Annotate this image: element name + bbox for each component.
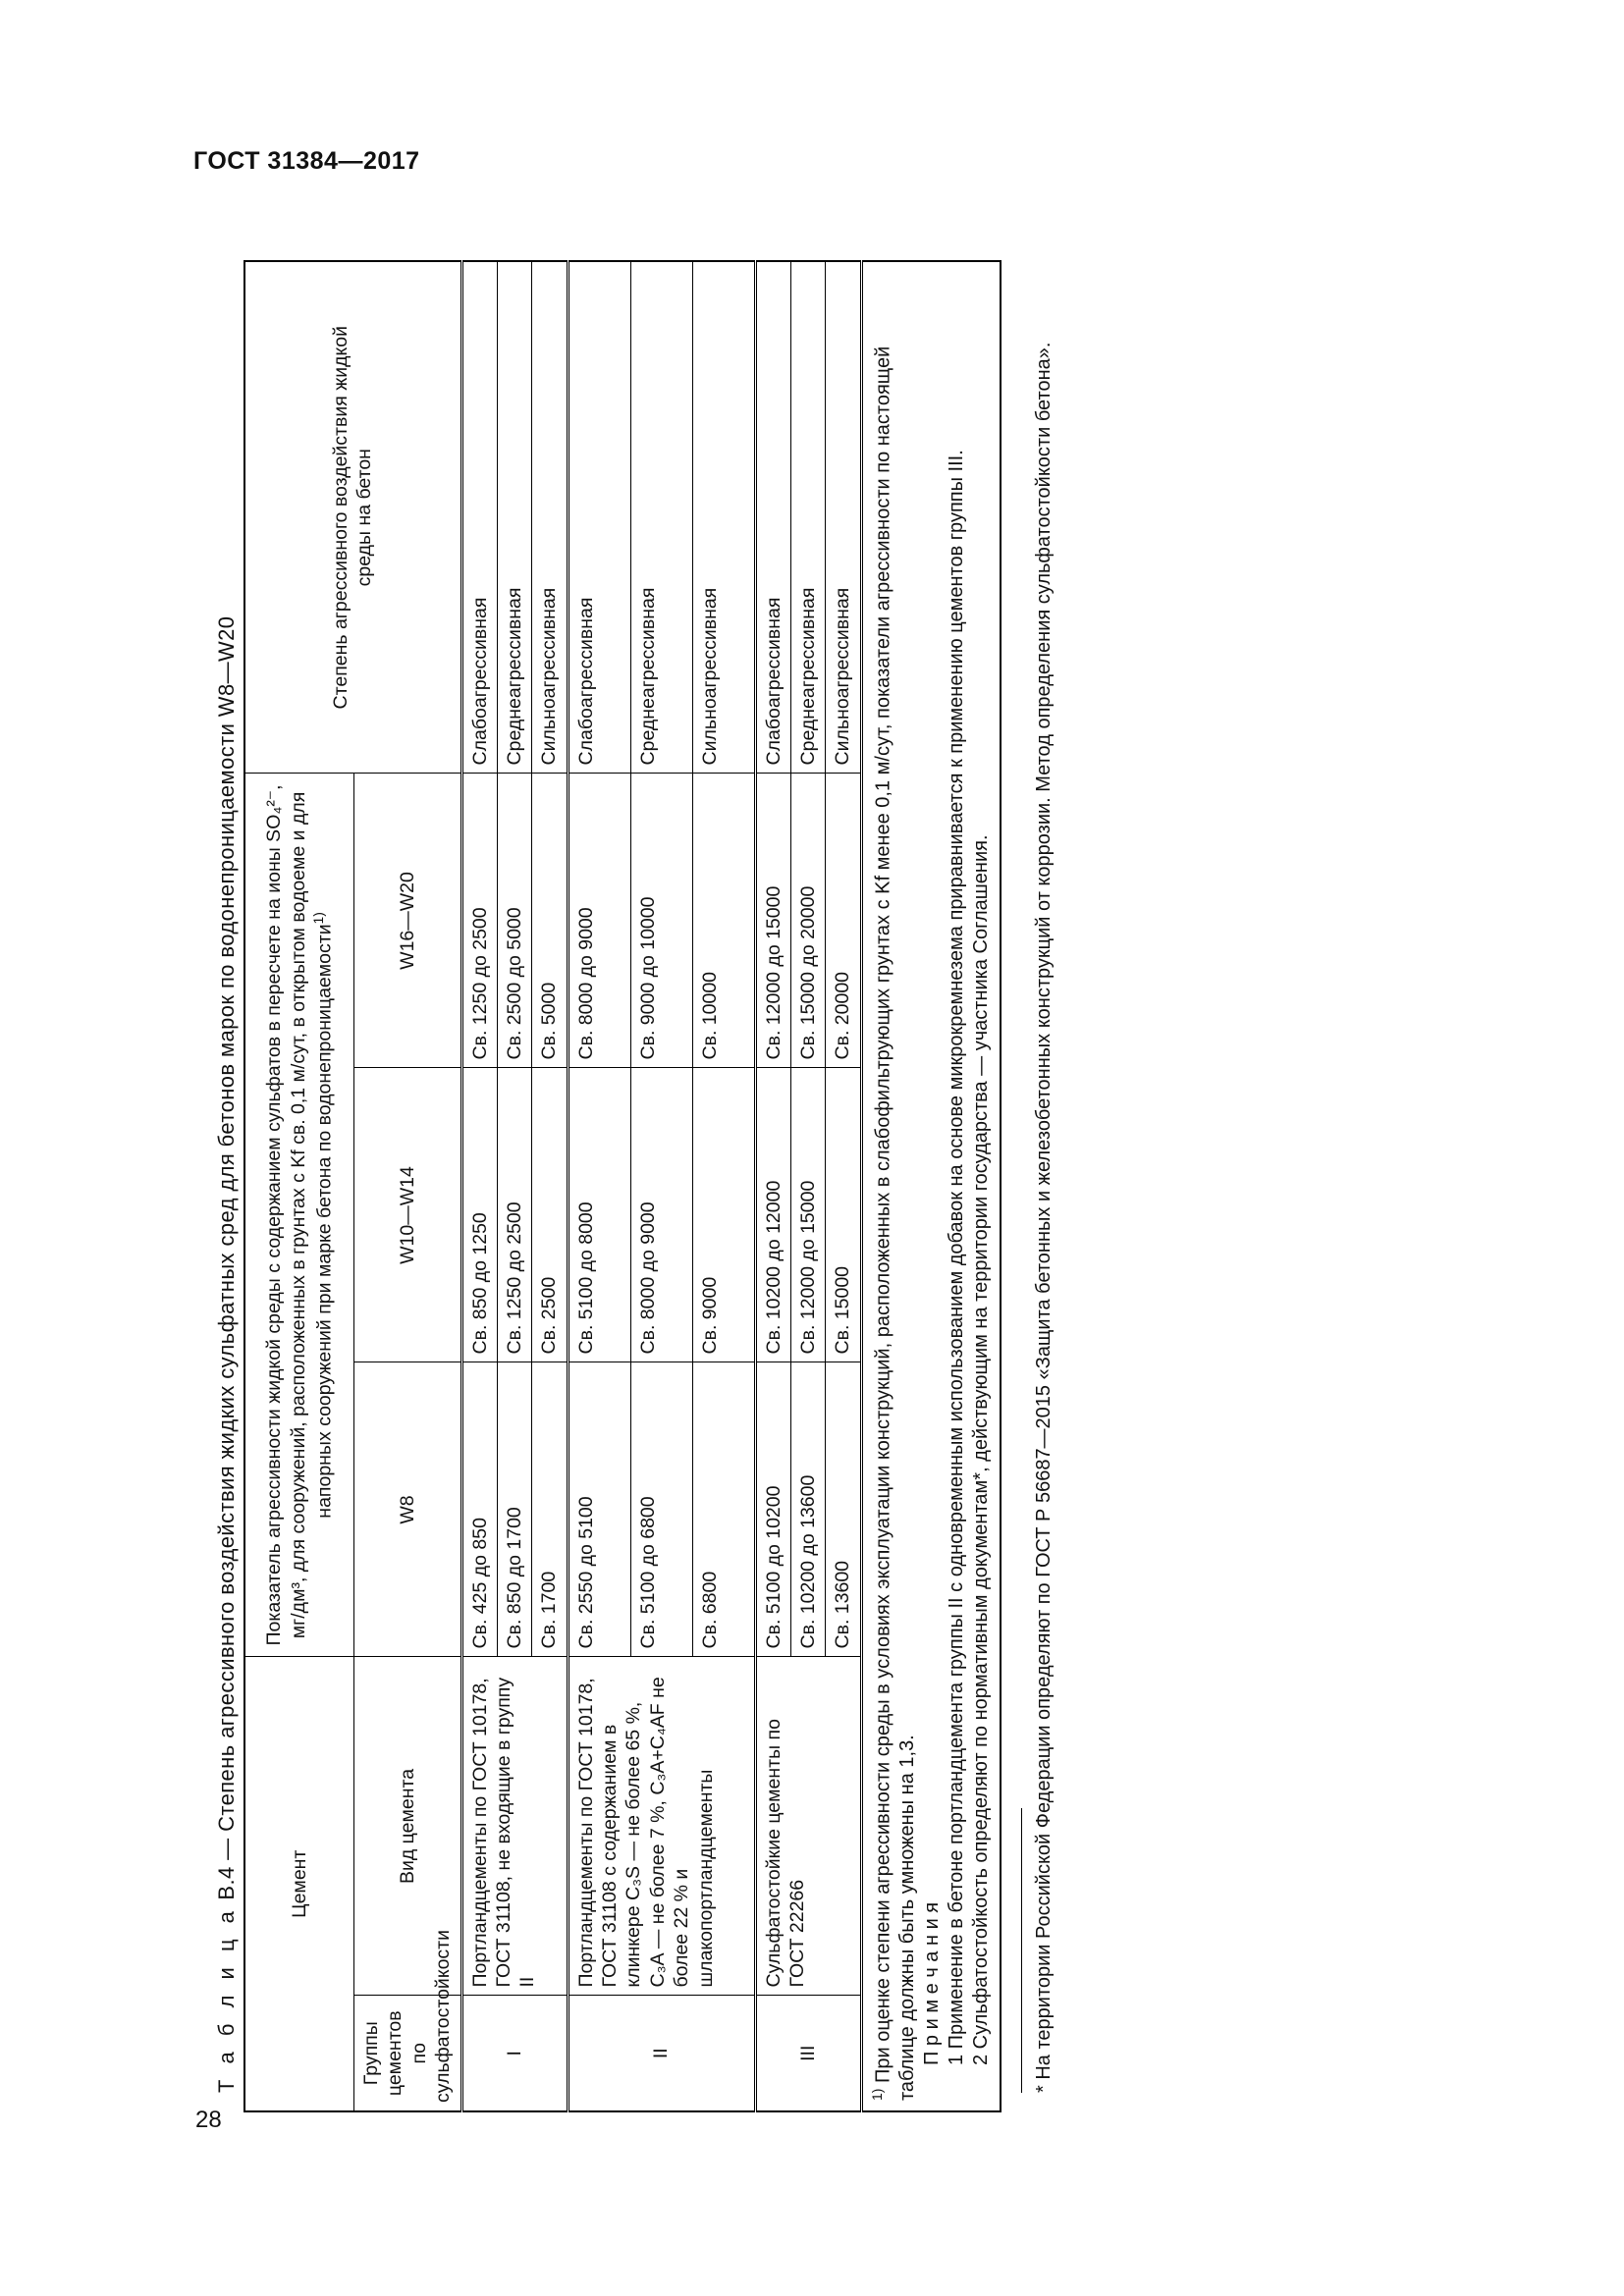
kind-cell: Портландцементы по ГОСТ 10178, ГОСТ 31108, не входящие в группу II <box>461 1657 568 1996</box>
table-footnote-1 <box>869 272 921 2101</box>
value-cell: Св. 5100 до 6800 <box>630 1362 692 1657</box>
degree-cell: Слабоагрессивная <box>461 261 497 774</box>
degree-cell: Среднеагрессивная <box>630 261 692 774</box>
degree-cell: Слабоагрессивная <box>755 261 790 774</box>
page-footnote: * На территории Российской Федерации определяют по ГОСТ Р 56687—2015 «Защита бетонных и железобетонных конструкций от коррозии. Метод определения сульфатостойкости бетона». <box>1033 342 1055 2093</box>
group-cell: I <box>461 1996 568 2111</box>
footnote-divider <box>1021 1808 1022 2093</box>
value-cell: Св. 5000 <box>532 774 568 1068</box>
table-row <box>568 261 630 2111</box>
group-cell: II <box>568 1996 755 2111</box>
kind-cell: Портландцементы по ГОСТ 10178, ГОСТ 31108 с содержанием в клинкере C₃S — не более 65 %, C₃A — не более 7 %, C₃A+C₄AF не более 22 % и шлакопортландцементы <box>568 1657 755 1996</box>
value-cell: Св. 2500 до 5000 <box>497 774 531 1068</box>
value-cell: Св. 2550 до 5100 <box>568 1362 630 1657</box>
value-cell: Св. 10200 до 13600 <box>791 1362 826 1657</box>
notes-cell <box>861 261 1001 2111</box>
value-cell: Св. 5100 до 10200 <box>755 1362 790 1657</box>
notes-row <box>861 261 1001 2111</box>
note-1: 1 Применение в бетоне портландцемента группы II с одновременным использованием добавок на основе микрокремнезема приравнивается к применению цементов группы III. <box>946 450 968 2065</box>
header-w10: W10—W14 <box>354 1068 462 1362</box>
value-cell: Св. 6800 <box>692 1362 755 1657</box>
header-w16: W16—W20 <box>354 774 462 1068</box>
degree-cell: Сильноагрессивная <box>532 261 568 774</box>
degree-cell: Среднеагрессивная <box>497 261 531 774</box>
header-indicator-note: 1) <box>310 912 326 925</box>
table-row <box>755 261 790 2111</box>
value-cell: Св. 10200 до 12000 <box>755 1068 790 1362</box>
caption-title: В.4 — Степень агрессивного воздействия жидких сульфатных сред для бетонов марок по водонепроницаемости W8—W20 <box>214 615 239 1907</box>
page-number: 28 <box>195 2107 222 2133</box>
value-cell: Св. 5100 до 8000 <box>568 1068 630 1362</box>
kind-cell: Сульфатостойкие цементы по ГОСТ 22266 <box>755 1657 861 1996</box>
value-cell: Св. 12000 до 15000 <box>791 1068 826 1362</box>
value-cell: Св. 8000 до 9000 <box>568 774 630 1068</box>
degree-cell: Слабоагрессивная <box>568 261 630 774</box>
header-indicator-text: Показатель агрессивности жидкой среды с содержанием сульфатов в пересчете на ионы SO₄²⁻, мг/дм³, для сооружений, расположенных в грунтах с Kf св. 0,1 м/сут, в открытом водоеме и для напорных сооружений при марке бетона по водонепроницаемости <box>263 784 336 1646</box>
table-caption <box>214 616 240 2093</box>
value-cell: Св. 425 до 850 <box>461 1362 497 1657</box>
caption-prefix: Т а б л и ц а <box>214 1906 239 2093</box>
table-row <box>461 261 497 2111</box>
aggressiveness-table <box>244 260 1001 2112</box>
value-cell: Св. 10000 <box>692 774 755 1068</box>
notes-label: П р и м е ч а н и я <box>921 1901 944 2065</box>
header-group: Группы цементов по сульфатостойкости <box>354 1996 462 2111</box>
value-cell: Св. 15000 до 20000 <box>791 774 826 1068</box>
header-kind: Вид цемента <box>354 1657 462 1996</box>
value-cell: Св. 9000 до 10000 <box>630 774 692 1068</box>
header-cement: Цемент <box>244 1657 354 2111</box>
value-cell: Св. 1250 до 2500 <box>497 1068 531 1362</box>
header-degree: Степень агрессивного воздействия жидкой среды на бетон <box>244 261 461 774</box>
table-footnote-mark: 1) <box>868 2088 885 2101</box>
document-header: ГОСТ 31384—2017 <box>193 147 420 175</box>
degree-cell: Сильноагрессивная <box>826 261 861 774</box>
value-cell: Св. 20000 <box>826 774 861 1068</box>
value-cell: Св. 850 до 1250 <box>461 1068 497 1362</box>
degree-cell: Сильноагрессивная <box>692 261 755 774</box>
rotated-page-content <box>214 228 1098 2112</box>
header-indicator <box>244 774 354 1657</box>
note-2: 2 Сульфатостойкость определяют по нормативным документам*, действующим на территории государства — участника Соглашения. <box>970 834 993 2065</box>
value-cell: Св. 12000 до 15000 <box>755 774 790 1068</box>
value-cell: Св. 13600 <box>826 1362 861 1657</box>
group-cell: III <box>755 1996 861 2111</box>
value-cell: Св. 8000 до 9000 <box>630 1068 692 1362</box>
value-cell: Св. 15000 <box>826 1068 861 1362</box>
value-cell: Св. 850 до 1700 <box>497 1362 531 1657</box>
header-w8: W8 <box>354 1362 462 1657</box>
value-cell: Св. 2500 <box>532 1068 568 1362</box>
table-footnote-text: При оценке степени агрессивности среды в условиях эксплуатации конструкций, расположенных в слабофильтрующих грунтах с Kf менее 0,1 м/сут, показатели агрессивности по настоящей таблице должны быть умножены на 1,3. <box>872 346 919 2101</box>
value-cell: Св. 1700 <box>532 1362 568 1657</box>
value-cell: Св. 1250 до 2500 <box>461 774 497 1068</box>
degree-cell: Среднеагрессивная <box>791 261 826 774</box>
value-cell: Св. 9000 <box>692 1068 755 1362</box>
